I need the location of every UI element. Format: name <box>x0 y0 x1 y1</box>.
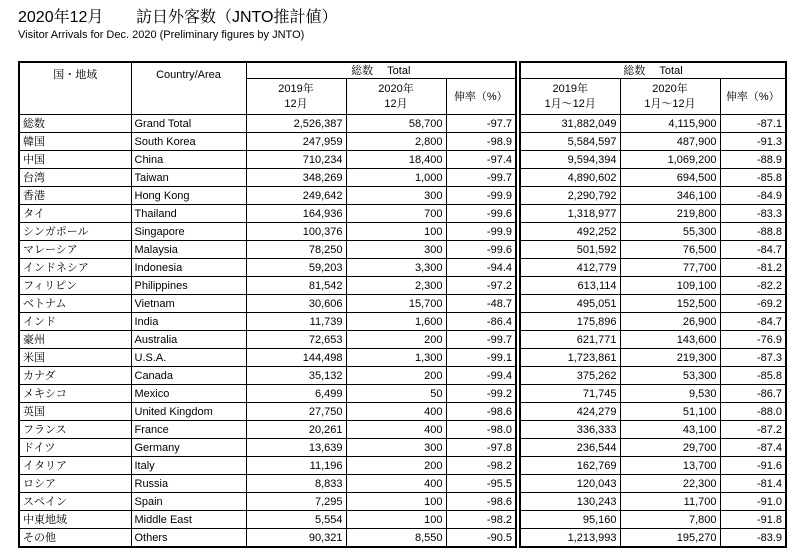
country-jp-cell: フィリピン <box>19 277 131 295</box>
month-rate-cell: -99.2 <box>446 385 516 403</box>
country-en-cell: Canada <box>131 367 246 385</box>
country-en-cell: Germany <box>131 439 246 457</box>
dec-2019-cell: 2,526,387 <box>246 115 346 133</box>
ytd-2020-cell: 43,100 <box>620 421 720 439</box>
country-jp-cell: イタリア <box>19 457 131 475</box>
ytd-2020-cell: 1,069,200 <box>620 151 720 169</box>
ytd-2020-cell: 219,800 <box>620 205 720 223</box>
table-row <box>19 133 786 151</box>
ytd-2019-cell: 424,279 <box>520 403 620 421</box>
ytd-2020-cell: 143,600 <box>620 331 720 349</box>
ytd-rate-cell: -91.3 <box>720 133 786 151</box>
dec-2019-cell: 247,959 <box>246 133 346 151</box>
country-en-cell: Vietnam <box>131 295 246 313</box>
ytd-2020-cell: 195,270 <box>620 529 720 548</box>
country-en-cell: Australia <box>131 331 246 349</box>
country-en-cell: Spain <box>131 493 246 511</box>
table-row <box>19 403 786 421</box>
ytd-2019-cell: 162,769 <box>520 457 620 475</box>
country-en-cell: Indonesia <box>131 259 246 277</box>
dec-2019-cell: 72,653 <box>246 331 346 349</box>
ytd-rate-cell: -91.0 <box>720 493 786 511</box>
ytd-2019-cell: 130,243 <box>520 493 620 511</box>
ytd-2020-cell: 152,500 <box>620 295 720 313</box>
month-rate-cell: -90.5 <box>446 529 516 548</box>
country-jp-cell: 韓国 <box>19 133 131 151</box>
dec-2019-cell: 249,642 <box>246 187 346 205</box>
country-jp-cell: インドネシア <box>19 259 131 277</box>
ytd-2020-cell: 29,700 <box>620 439 720 457</box>
month-rate-cell: -98.2 <box>446 511 516 529</box>
ytd-2020-cell: 13,700 <box>620 457 720 475</box>
country-jp-cell: フランス <box>19 421 131 439</box>
country-en-cell: India <box>131 313 246 331</box>
country-jp-cell: その他 <box>19 529 131 548</box>
dec-2019-cell: 90,321 <box>246 529 346 548</box>
ytd-2019-cell: 621,771 <box>520 331 620 349</box>
ytd-2019-cell: 9,594,394 <box>520 151 620 169</box>
ytd-rate-cell: -85.8 <box>720 169 786 187</box>
country-jp-cell: メキシコ <box>19 385 131 403</box>
ytd-2020-cell: 4,115,900 <box>620 115 720 133</box>
dec-2019-cell: 348,269 <box>246 169 346 187</box>
country-en-cell: Italy <box>131 457 246 475</box>
ytd-2019-cell: 71,745 <box>520 385 620 403</box>
visitor-arrivals-table <box>18 61 787 548</box>
country-jp-cell: 台湾 <box>19 169 131 187</box>
table-row <box>19 529 786 548</box>
country-jp-cell: 中国 <box>19 151 131 169</box>
month-rate-cell: -97.2 <box>446 277 516 295</box>
ytd-2019-cell: 31,882,049 <box>520 115 620 133</box>
ytd-rate-cell: -91.8 <box>720 511 786 529</box>
table-row <box>19 205 786 223</box>
dec-2019-cell: 11,739 <box>246 313 346 331</box>
country-jp-cell: マレーシア <box>19 241 131 259</box>
ytd-2019-cell: 236,544 <box>520 439 620 457</box>
country-en-cell: Hong Kong <box>131 187 246 205</box>
country-jp-cell: 中東地域 <box>19 511 131 529</box>
country-en-cell: Thailand <box>131 205 246 223</box>
country-en-cell: Taiwan <box>131 169 246 187</box>
header-dec-2019: 2019年 12月 <box>246 79 346 115</box>
dec-2020-cell: 100 <box>346 493 446 511</box>
dec-2020-cell: 1,600 <box>346 313 446 331</box>
month-rate-cell: -99.9 <box>446 187 516 205</box>
dec-2019-cell: 81,542 <box>246 277 346 295</box>
month-rate-cell: -99.7 <box>446 169 516 187</box>
ytd-2020-cell: 77,700 <box>620 259 720 277</box>
ytd-rate-cell: -88.9 <box>720 151 786 169</box>
month-rate-cell: -99.1 <box>446 349 516 367</box>
country-jp-cell: 香港 <box>19 187 131 205</box>
ytd-rate-cell: -82.2 <box>720 277 786 295</box>
table-row <box>19 151 786 169</box>
header-month-total: 総数 Total <box>246 62 516 79</box>
dec-2020-cell: 15,700 <box>346 295 446 313</box>
ytd-2019-cell: 336,333 <box>520 421 620 439</box>
ytd-2020-cell: 9,530 <box>620 385 720 403</box>
country-jp-cell: 豪州 <box>19 331 131 349</box>
dec-2020-cell: 700 <box>346 205 446 223</box>
ytd-2020-cell: 694,500 <box>620 169 720 187</box>
header-dec-2020: 2020年 12月 <box>346 79 446 115</box>
table-row <box>19 439 786 457</box>
month-rate-cell: -97.7 <box>446 115 516 133</box>
month-rate-cell: -48.7 <box>446 295 516 313</box>
table-row <box>19 169 786 187</box>
month-rate-cell: -97.4 <box>446 151 516 169</box>
dec-2020-cell: 200 <box>346 367 446 385</box>
dec-2019-cell: 30,606 <box>246 295 346 313</box>
ytd-rate-cell: -88.0 <box>720 403 786 421</box>
table-row <box>19 331 786 349</box>
ytd-2019-cell: 175,896 <box>520 313 620 331</box>
month-rate-cell: -86.4 <box>446 313 516 331</box>
ytd-rate-cell: -81.2 <box>720 259 786 277</box>
month-rate-cell: -98.6 <box>446 403 516 421</box>
dec-2020-cell: 400 <box>346 403 446 421</box>
country-jp-cell: シンガポール <box>19 223 131 241</box>
header-ytd-2020: 2020年 1月～12月 <box>620 79 720 115</box>
ytd-rate-cell: -88.8 <box>720 223 786 241</box>
ytd-2019-cell: 2,290,792 <box>520 187 620 205</box>
country-en-cell: France <box>131 421 246 439</box>
ytd-rate-cell: -69.2 <box>720 295 786 313</box>
table-row <box>19 457 786 475</box>
dec-2019-cell: 144,498 <box>246 349 346 367</box>
ytd-2020-cell: 55,300 <box>620 223 720 241</box>
ytd-2019-cell: 95,160 <box>520 511 620 529</box>
dec-2020-cell: 300 <box>346 187 446 205</box>
table-row <box>19 349 786 367</box>
country-jp-cell: カナダ <box>19 367 131 385</box>
dec-2020-cell: 400 <box>346 421 446 439</box>
country-en-cell: Grand Total <box>131 115 246 133</box>
dec-2019-cell: 59,203 <box>246 259 346 277</box>
ytd-2019-cell: 492,252 <box>520 223 620 241</box>
header-ytd-rate: 伸率（%） <box>720 79 786 115</box>
month-rate-cell: -99.6 <box>446 241 516 259</box>
dec-2019-cell: 710,234 <box>246 151 346 169</box>
dec-2020-cell: 58,700 <box>346 115 446 133</box>
page-subtitle: Visitor Arrivals for Dec. 2020 (Preliminary figures by JNTO) <box>18 29 305 41</box>
ytd-2019-cell: 375,262 <box>520 367 620 385</box>
header-country-jp: 国・地域 <box>19 62 131 115</box>
ytd-rate-cell: -84.9 <box>720 187 786 205</box>
country-en-cell: Middle East <box>131 511 246 529</box>
ytd-rate-cell: -87.3 <box>720 349 786 367</box>
dec-2019-cell: 35,132 <box>246 367 346 385</box>
dec-2020-cell: 1,000 <box>346 169 446 187</box>
table-row <box>19 277 786 295</box>
ytd-2020-cell: 346,100 <box>620 187 720 205</box>
dec-2019-cell: 5,554 <box>246 511 346 529</box>
dec-2020-cell: 50 <box>346 385 446 403</box>
ytd-2020-cell: 76,500 <box>620 241 720 259</box>
country-jp-cell: 総数 <box>19 115 131 133</box>
dec-2020-cell: 8,550 <box>346 529 446 548</box>
ytd-2020-cell: 7,800 <box>620 511 720 529</box>
ytd-rate-cell: -76.9 <box>720 331 786 349</box>
month-rate-cell: -99.7 <box>446 331 516 349</box>
country-en-cell: Others <box>131 529 246 548</box>
table-row <box>19 475 786 493</box>
ytd-2019-cell: 4,890,602 <box>520 169 620 187</box>
dec-2019-cell: 7,295 <box>246 493 346 511</box>
month-rate-cell: -99.6 <box>446 205 516 223</box>
month-rate-cell: -98.2 <box>446 457 516 475</box>
table-row <box>19 313 786 331</box>
month-rate-cell: -95.5 <box>446 475 516 493</box>
header-country-en: Country/Area <box>131 62 246 115</box>
country-jp-cell: ロシア <box>19 475 131 493</box>
ytd-2020-cell: 219,300 <box>620 349 720 367</box>
ytd-rate-cell: -91.6 <box>720 457 786 475</box>
title-date: 2020年12月 <box>18 9 104 26</box>
ytd-2020-cell: 53,300 <box>620 367 720 385</box>
country-jp-cell: インド <box>19 313 131 331</box>
table-row <box>19 115 786 133</box>
month-rate-cell: -94.4 <box>446 259 516 277</box>
country-jp-cell: ドイツ <box>19 439 131 457</box>
month-rate-cell: -99.4 <box>446 367 516 385</box>
table-row <box>19 493 786 511</box>
table-row <box>19 511 786 529</box>
dec-2019-cell: 27,750 <box>246 403 346 421</box>
dec-2019-cell: 8,833 <box>246 475 346 493</box>
ytd-2019-cell: 613,114 <box>520 277 620 295</box>
ytd-rate-cell: -86.7 <box>720 385 786 403</box>
dec-2020-cell: 300 <box>346 439 446 457</box>
ytd-2020-cell: 26,900 <box>620 313 720 331</box>
ytd-2019-cell: 1,723,861 <box>520 349 620 367</box>
ytd-rate-cell: -83.9 <box>720 529 786 548</box>
table-row <box>19 421 786 439</box>
month-rate-cell: -98.0 <box>446 421 516 439</box>
page-title <box>18 4 338 27</box>
month-rate-cell: -98.9 <box>446 133 516 151</box>
dec-2020-cell: 2,800 <box>346 133 446 151</box>
month-rate-cell: -97.8 <box>446 439 516 457</box>
country-jp-cell: スペイン <box>19 493 131 511</box>
ytd-rate-cell: -87.1 <box>720 115 786 133</box>
country-jp-cell: 米国 <box>19 349 131 367</box>
dec-2020-cell: 200 <box>346 331 446 349</box>
ytd-2019-cell: 120,043 <box>520 475 620 493</box>
dec-2019-cell: 20,261 <box>246 421 346 439</box>
country-en-cell: South Korea <box>131 133 246 151</box>
ytd-rate-cell: -87.2 <box>720 421 786 439</box>
ytd-2020-cell: 109,100 <box>620 277 720 295</box>
dec-2019-cell: 164,936 <box>246 205 346 223</box>
country-en-cell: Mexico <box>131 385 246 403</box>
country-jp-cell: タイ <box>19 205 131 223</box>
ytd-rate-cell: -85.8 <box>720 367 786 385</box>
dec-2019-cell: 13,639 <box>246 439 346 457</box>
country-en-cell: U.S.A. <box>131 349 246 367</box>
ytd-2020-cell: 22,300 <box>620 475 720 493</box>
table-row <box>19 187 786 205</box>
table-row <box>19 385 786 403</box>
dec-2019-cell: 6,499 <box>246 385 346 403</box>
dec-2020-cell: 18,400 <box>346 151 446 169</box>
dec-2019-cell: 78,250 <box>246 241 346 259</box>
month-rate-cell: -98.6 <box>446 493 516 511</box>
country-en-cell: China <box>131 151 246 169</box>
header-ytd-2019: 2019年 1月～12月 <box>520 79 620 115</box>
dec-2020-cell: 400 <box>346 475 446 493</box>
ytd-2020-cell: 487,900 <box>620 133 720 151</box>
ytd-2019-cell: 5,584,597 <box>520 133 620 151</box>
country-jp-cell: 英国 <box>19 403 131 421</box>
ytd-2019-cell: 1,213,993 <box>520 529 620 548</box>
dec-2020-cell: 300 <box>346 241 446 259</box>
header-month-rate: 伸率（%） <box>446 79 516 115</box>
table-row <box>19 241 786 259</box>
dec-2020-cell: 100 <box>346 223 446 241</box>
table-row <box>19 223 786 241</box>
ytd-rate-cell: -84.7 <box>720 241 786 259</box>
ytd-2019-cell: 501,592 <box>520 241 620 259</box>
ytd-2020-cell: 51,100 <box>620 403 720 421</box>
table-row <box>19 259 786 277</box>
ytd-2020-cell: 11,700 <box>620 493 720 511</box>
table-row <box>19 367 786 385</box>
country-en-cell: Philippines <box>131 277 246 295</box>
country-en-cell: Singapore <box>131 223 246 241</box>
title-main: 訪日外客数（JNTO推計値） <box>136 9 338 26</box>
dec-2019-cell: 100,376 <box>246 223 346 241</box>
header-ytd-total: 総数 Total <box>520 62 786 79</box>
country-jp-cell: ベトナム <box>19 295 131 313</box>
ytd-rate-cell: -84.7 <box>720 313 786 331</box>
country-en-cell: Russia <box>131 475 246 493</box>
dec-2020-cell: 200 <box>346 457 446 475</box>
country-en-cell: United Kingdom <box>131 403 246 421</box>
table-row <box>19 295 786 313</box>
ytd-2019-cell: 495,051 <box>520 295 620 313</box>
country-en-cell: Malaysia <box>131 241 246 259</box>
ytd-2019-cell: 1,318,977 <box>520 205 620 223</box>
ytd-2019-cell: 412,779 <box>520 259 620 277</box>
ytd-rate-cell: -83.3 <box>720 205 786 223</box>
dec-2020-cell: 100 <box>346 511 446 529</box>
dec-2019-cell: 11,196 <box>246 457 346 475</box>
dec-2020-cell: 1,300 <box>346 349 446 367</box>
dec-2020-cell: 3,300 <box>346 259 446 277</box>
dec-2020-cell: 2,300 <box>346 277 446 295</box>
ytd-rate-cell: -87.4 <box>720 439 786 457</box>
ytd-rate-cell: -81.4 <box>720 475 786 493</box>
month-rate-cell: -99.9 <box>446 223 516 241</box>
